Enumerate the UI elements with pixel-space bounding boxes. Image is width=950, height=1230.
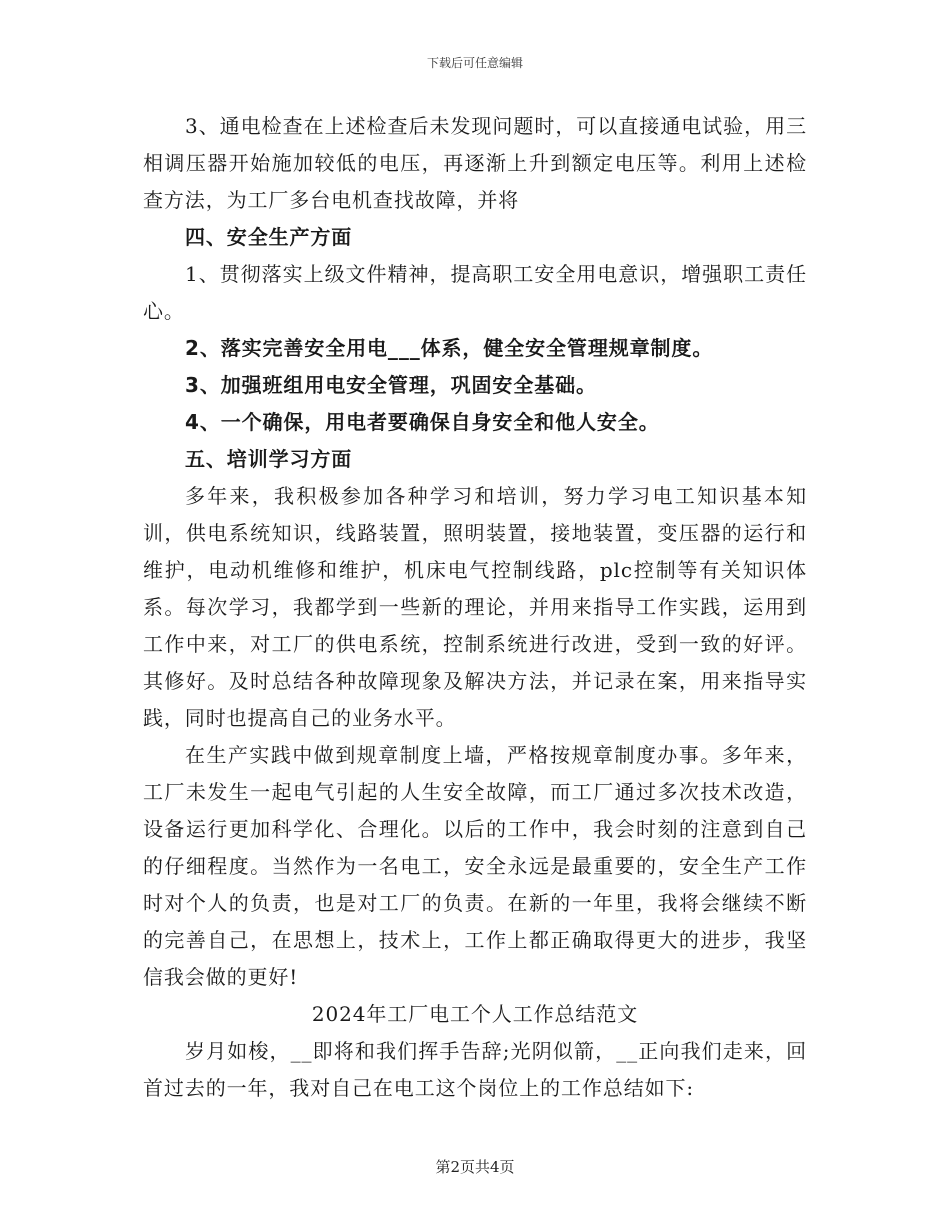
paragraph-safety-2: 2、落实完善安全用电___体系，健全安全管理规章制度。 [185,336,714,360]
paragraph-power-check: 3、通电检查在上述检查后未发现问题时，可以直接通电试验，用三相调压器开始施加较低的电压，再逐渐上升到额定电压等。利用上述检查方法，为工厂多台电机查找故障，并将 [143,114,807,212]
paragraph-safety-1: 1、贯彻落实上级文件精神，提高职工安全用电意识，增强职工责任心。 [143,262,807,323]
page-number: 第2页共4页 [435,1158,515,1176]
paragraph-intro: 岁月如梭，__即将和我们挥手告辞;光阴似箭，__正向我们走来，回首过去的一年，我对自己在电工这个岗位上的工作总结如下: [143,1039,807,1100]
document-body [143,108,807,1107]
section-heading-training: 五、培训学习方面 [185,447,353,471]
section-heading-safety: 四、安全生产方面 [185,225,353,249]
document-title: 2024年工厂电工个人工作总结范文 [311,1002,639,1026]
paragraph-training: 多年来，我积极参加各种学习和培训，努力学习电工知识基本知训，供电系统知识，线路装置，照明装置，接地装置，变压器的运行和维护，电动机维修和维护，机床电气控制线路，plc控制等有关知识体系。每次学习，我都学到一些新的理论，并用来指导工作实践，运用到工作中来，对工厂的供电系统，控制系统进行改进，受到一致的好评。其修好。及时总结各种故障现象及解决方法，并记录在案，用来指导实践，同时也提高自己的业务水平。 [143,484,807,730]
page-header: 下载后可任意编辑 [426,56,523,70]
paragraph-safety-3: 3、加强班组用电安全管理，巩固安全基础。 [185,373,597,397]
paragraph-safety-4: 4、一个确保，用电者要确保自身安全和他人安全。 [185,410,660,434]
paragraph-practice: 在生产实践中做到规章制度上墙，严格按规章制度办事。多年来，工厂未发生一起电气引起的人生安全故障，而工厂通过多次技术改造，设备运行更加科学化、合理化。以后的工作中，我会时刻的注意到自己的仔细程度。当然作为一名电工，安全永远是最重要的，安全生产工作时对个人的负责，也是对工厂的负责。在新的一年里，我将会继续不断的完善自己，在思想上，技术上，工作上都正确取得更大的进步，我坚信我会做的更好! [143,743,807,989]
